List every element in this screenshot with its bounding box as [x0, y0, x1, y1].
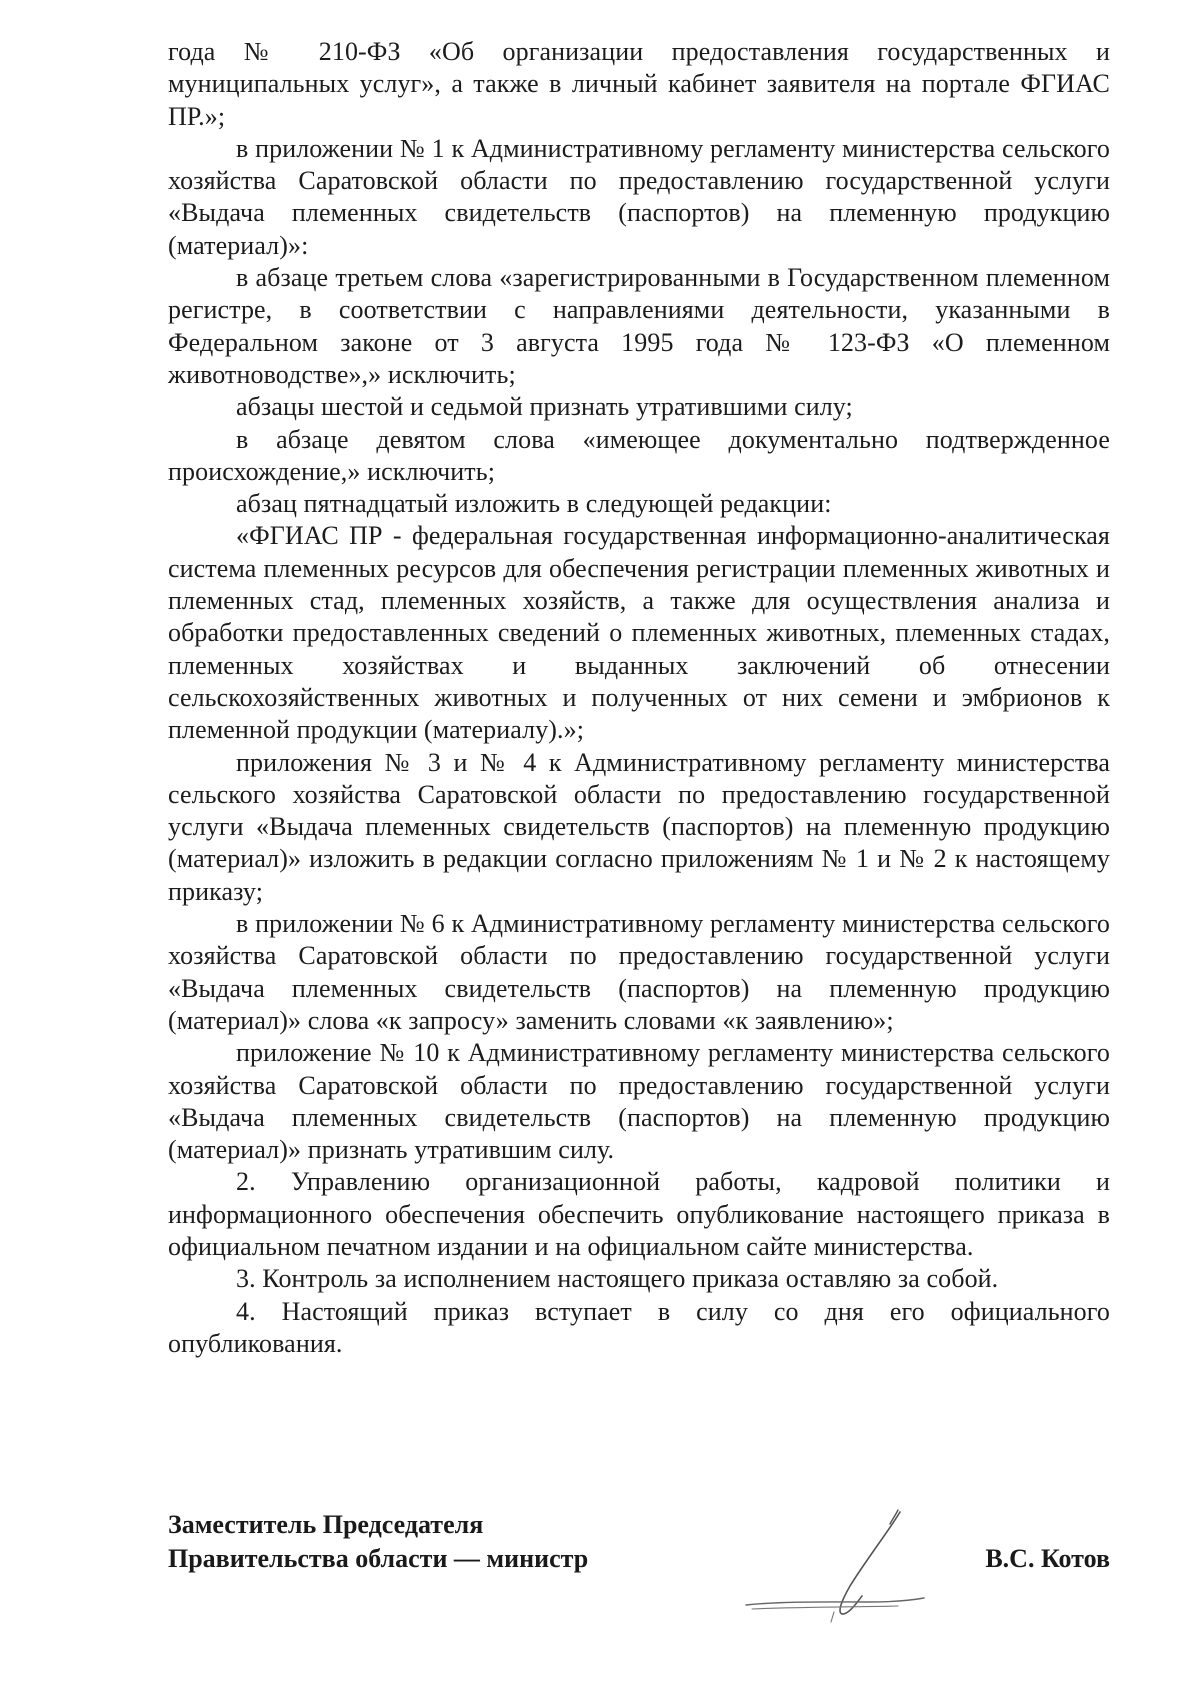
paragraph-9: в приложении № 6 к Административному регламенту министерства сельского хозяйства Саратовской области по предоставлению государственной услуги «Выдача племенных свидетельств (паспортов) на племенную продукцию (материал)» слова «к запросу» заменить словами «к заявлению»; [168, 909, 1110, 1035]
paragraph-5: в абзаце девятом слова «имеющее документально подтвержденное происхождение,» исключить; [168, 424, 1110, 486]
paragraph-11: 2. Управлению организационной работы, кадровой политики и информационного обеспечения обеспечить опубликование настоящего приказа в официальном печатном издании и на официальном сайте министерства. [168, 1167, 1110, 1261]
paragraph-4: абзацы шестой и седьмой признать утратившими силу; [236, 392, 853, 422]
signatory-title-line2: Правительства области — министр [168, 1544, 589, 1573]
signature-block [168, 1508, 1110, 1628]
paragraph-10: приложение № 10 к Административному регламенту министерства сельского хозяйства Саратовской области по предоставлению государственной услуги «Выдача племенных свидетельств (паспортов) на племенную продукцию (материал)» признать утратившим силу. [168, 1038, 1110, 1165]
handwritten-signature [738, 1508, 928, 1623]
signatory-title-line1: Заместитель Председателя [168, 1510, 484, 1539]
paragraph-6: абзац пятнадцатый изложить в следующей редакции: [236, 489, 832, 519]
paragraph-7: «ФГИАС ПР - федеральная государственная информационно-аналитическая система племенных ресурсов для обеспечения регистрации племенных животных и племенных стад, племенных хозяйств, а также для осуществления анализа и обработки предоставленных сведений о племенных животных, племенных стадах, племенных хозяйствах и выданных заключений об отнесении сельскохозяйственных животных и полученных от них семени и эмбрионов к племенной продукции (материалу).»; [168, 521, 1110, 745]
paragraph-13: 4. Настоящий приказ вступает в силу со дня его официального опубликования. [168, 1296, 1110, 1358]
paragraph-3: в абзаце третьем слова «зарегистрированными в Государственном племенном регистре, в соответствии с направлениями деятельности, указанными в Федеральном законе от 3 августа 1995 года № 123-ФЗ «О племенном животноводстве»,» исключить; [168, 263, 1110, 389]
paragraph-2: в приложении № 1 к Административному регламенту министерства сельского хозяйства Саратовской области по предоставлению государственной услуги «Выдача племенных свидетельств (паспортов) на племенную продукцию (материал)»: [168, 133, 1110, 260]
paragraph-12: 3. Контроль за исполнением настоящего приказа оставляю за собой. [236, 1264, 999, 1294]
signatory-name: В.С. Котов [985, 1544, 1110, 1573]
paragraph-1: года № 210-ФЗ «Об организации предоставления государственных и муниципальных услуг», а также в личный кабинет заявителя на портале ФГИАС ПР.»; [168, 37, 1110, 131]
signatory-title [168, 1508, 588, 1576]
document-body [168, 36, 1110, 1360]
paragraph-8: приложения № 3 и № 4 к Административному регламенту министерства сельского хозяйства Саратовской области по предоставлению государственной услуги «Выдача племенных свидетельств (паспортов) на племенную продукцию (материал)» изложить в редакции согласно приложениям № 1 и № 2 к настоящему приказу; [168, 747, 1110, 906]
